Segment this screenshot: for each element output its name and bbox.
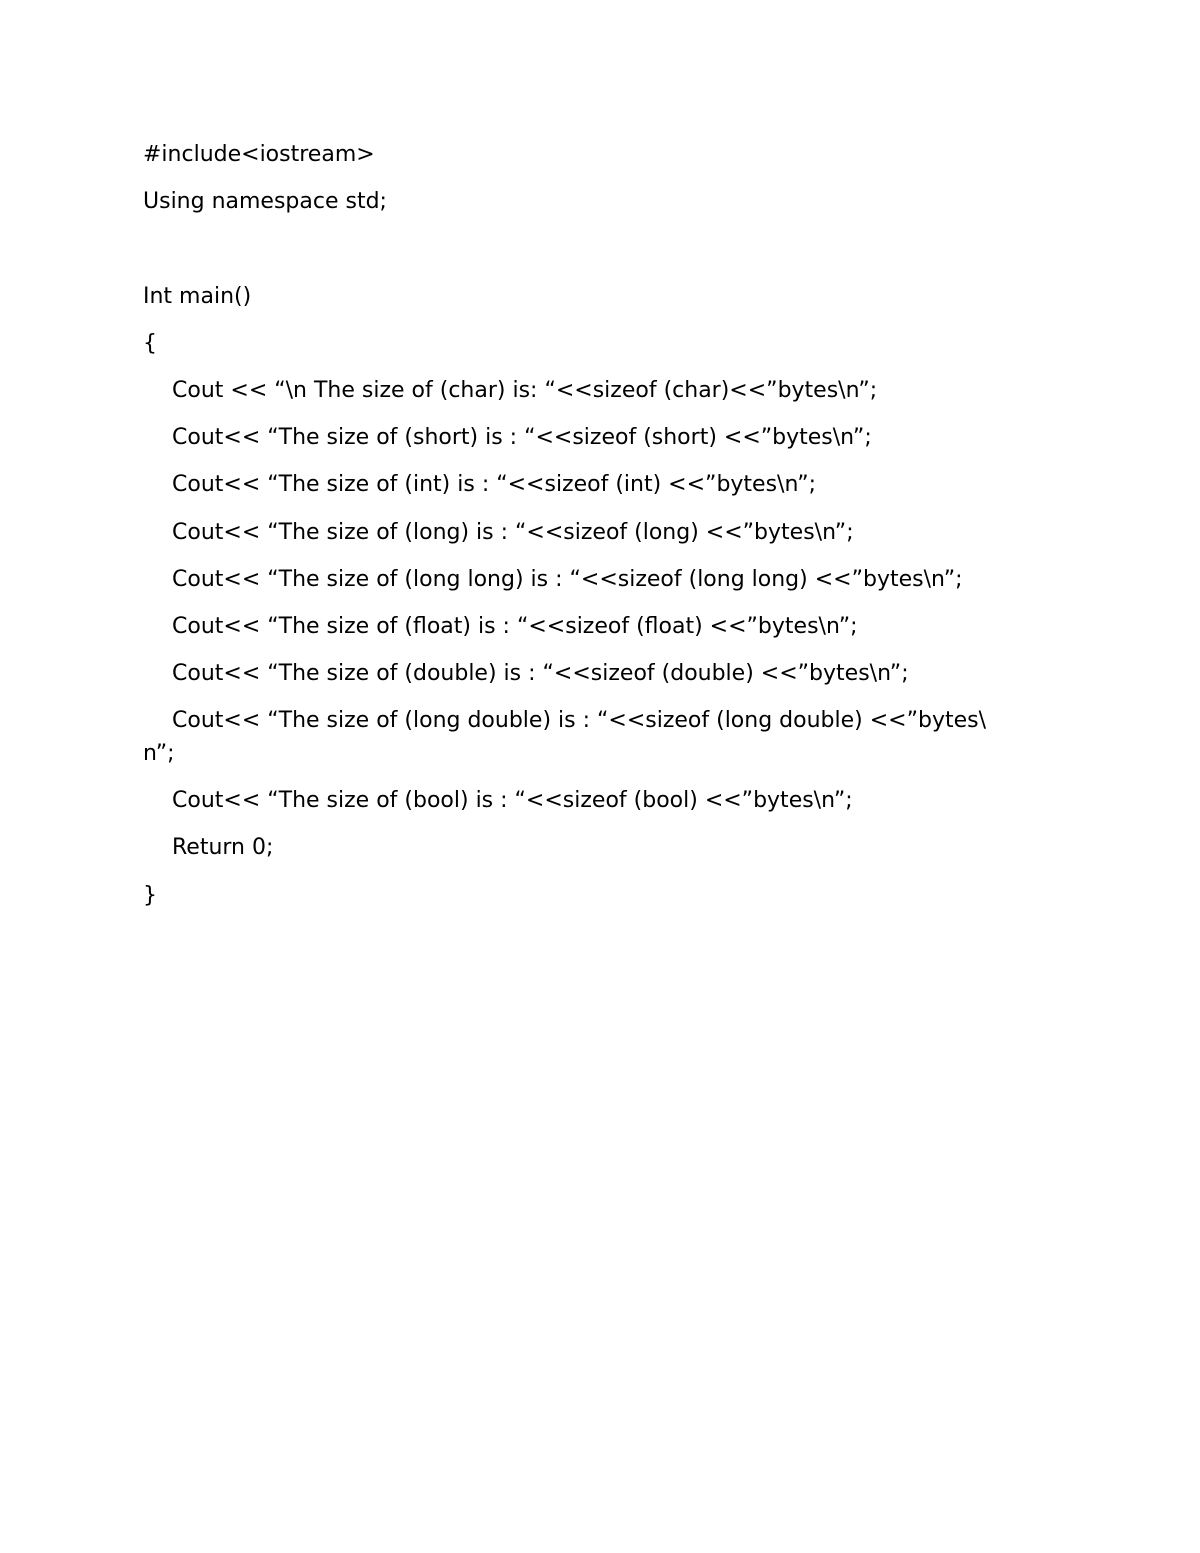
cout-int-line: Cout<< “The size of (int) is : “<<sizeof (int) <<”bytes\n”; (172, 472, 817, 498)
code-text-body (143, 138, 1043, 926)
using-namespace-line: Using namespace std; (143, 189, 387, 215)
cout-float-line: Cout<< “The size of (float) is : “<<sizeof (float) <<”bytes\n”; (172, 613, 858, 639)
cout-bool-line: Cout<< “The size of (bool) is : “<<sizeof (bool) <<”bytes\n”; (172, 788, 853, 814)
cout-long-line: Cout<< “The size of (long) is : “<<sizeof (long) <<”bytes\n”; (172, 519, 854, 545)
open-brace-line: { (143, 330, 157, 356)
cout-long-double-line (143, 704, 1043, 784)
include-line: #include<iostream> (143, 142, 375, 167)
blank-line (143, 232, 1043, 279)
close-brace-line: } (143, 882, 157, 908)
cout-double-line: Cout<< “The size of (double) is : “<<sizeof (double) <<”bytes\n”; (172, 661, 909, 687)
cout-long-double-line-part-1: Cout<< “The size of (long double) is : “<<sizeof (long double) <<”bytes\ (172, 708, 987, 734)
main-function-line: Int main() (143, 283, 252, 309)
return-line: Return 0; (172, 835, 274, 861)
cout-long-double-line-part-2: n”; (143, 741, 175, 767)
cout-short-line: Cout<< “The size of (short) is : “<<sizeof (short) <<”bytes\n”; (172, 425, 872, 451)
cout-long-long-line: Cout<< “The size of (long long) is : “<<sizeof (long long) <<”bytes\n”; (172, 566, 963, 592)
cout-char-line: Cout << “\n The size of (char) is: “<<sizeof (char)<<”bytes\n”; (172, 377, 878, 403)
